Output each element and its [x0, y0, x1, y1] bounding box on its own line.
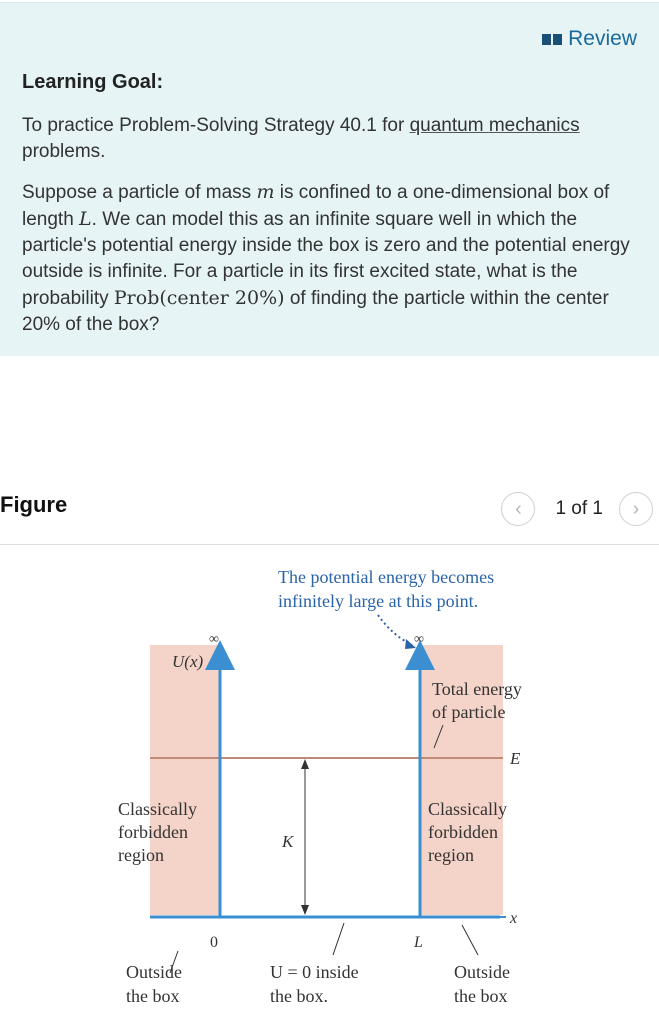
- kinetic-label: K: [282, 832, 294, 851]
- total-energy-line2: of particle: [432, 702, 506, 722]
- figure-heading: Figure: [0, 492, 68, 517]
- left-region-line3: region: [118, 845, 164, 865]
- right-region-line2: forbidden: [428, 822, 498, 842]
- problem-statement: Suppose a particle of mass m is confined to a one-dimensional box of length L. We can model this as an infinite square well in which the particle's potential energy inside the box is zero and the potential energy outside is infinite. For a particle in its first excited state, what is the probability Prob(center 20%) of finding the particle within the center 20% of the box?: [22, 181, 630, 335]
- outside-left-line1: Outside: [126, 962, 182, 982]
- total-energy-line1: Total energy: [432, 679, 522, 699]
- right-region-line1: Classically: [428, 799, 507, 819]
- origin-label: 0: [210, 934, 218, 951]
- review-label: Review: [568, 27, 637, 50]
- kinetic-arrow-head-bottom: [301, 905, 309, 915]
- infinity-left: ∞: [209, 632, 219, 647]
- goal-text-prefix: To practice Problem-Solving Strategy 40.1 for: [22, 115, 410, 136]
- x-axis-label: x: [510, 910, 518, 927]
- inside-leader: [333, 923, 344, 955]
- annotation-top-line2: infinitely large at this point.: [278, 591, 479, 611]
- chevron-right-icon: ›: [632, 497, 640, 520]
- probability-expression: Prob(center 20%): [113, 287, 285, 309]
- book-icon: [542, 34, 562, 45]
- right-region-line3: region: [428, 845, 474, 865]
- outside-right-line2: the box: [454, 986, 508, 1006]
- outside-right-line1: Outside: [454, 962, 510, 982]
- energy-label: E: [510, 749, 521, 768]
- goal-text-suffix: problems.: [22, 141, 106, 162]
- learning-goal-panel: [0, 2, 659, 356]
- figure-pager: [501, 492, 653, 526]
- y-axis-label: U(x): [172, 652, 204, 671]
- left-forbidden-region: [150, 645, 220, 915]
- learning-goal-title: Learning Goal:: [22, 71, 164, 93]
- left-region-line2: forbidden: [118, 822, 188, 842]
- infinity-right: ∞: [414, 632, 424, 647]
- chevron-left-icon: ‹: [515, 497, 522, 520]
- mass-variable: m: [256, 181, 275, 203]
- figure-page-count: 1 of 1: [555, 498, 603, 519]
- outside-right-leader: [462, 925, 478, 955]
- length-variable: L: [79, 208, 92, 230]
- length-label: L: [414, 934, 423, 951]
- annotation-top-line1: The potential energy becomes: [278, 567, 495, 587]
- review-link[interactable]: [542, 27, 637, 51]
- quantum-mechanics-link[interactable]: quantum mechanics: [409, 115, 580, 136]
- learning-goal-text: [22, 113, 622, 165]
- kinetic-arrow-head-top: [301, 759, 309, 769]
- outside-left-line2: the box: [126, 986, 180, 1006]
- inside-line1: U = 0 inside: [270, 962, 359, 982]
- inside-line2: the box.: [270, 986, 328, 1006]
- prev-figure-button[interactable]: [501, 492, 535, 526]
- next-figure-button[interactable]: [619, 492, 653, 526]
- infinite-square-well-diagram: [0, 545, 659, 1024]
- left-region-line1: Classically: [118, 799, 197, 819]
